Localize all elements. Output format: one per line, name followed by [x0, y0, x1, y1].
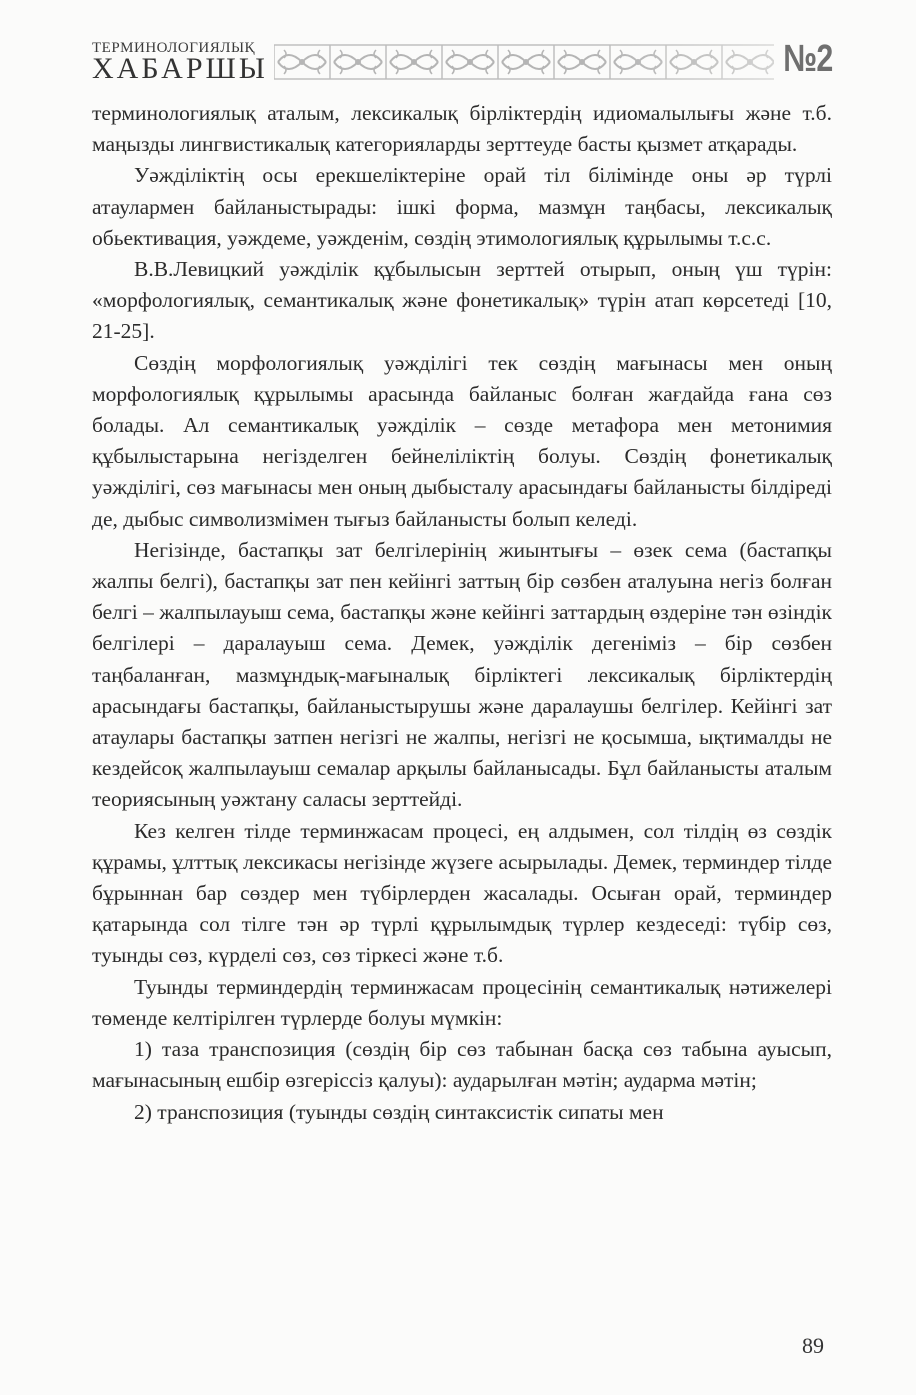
paragraph: Кез келген тілде терминжасам процесі, ең алдымен, сол тілдің өз сөздік құрамы, ұлттық лексикасы негізінде жүзеге асырылады. Демек, терминдер тілде бұрыннан бар сөздер мен түбірлерден жасалады. Осыған орай, терминдер қатарында сол тілге тән әр түрлі құрылымдық түрлер кездеседі: түбір сөз, туынды сөз, күрделі сөз, сөз тіркесі және т.б.	[92, 818, 832, 968]
running-header	[92, 34, 832, 92]
paragraph: Негізінде, бастапқы зат белгілерінің жиынтығы – өзек сема (бастапқы жалпы белгі), бастапқы зат пен кейінгі заттың бір сөзбен аталуына негіз болған белгі – жалпылауыш сема, бастапқы және кейінгі заттардың өздеріне тән өзіндік белгілері – даралауыш сема. Демек, уәжділік дегеніміз – бір сөзбен таңбаланған, мазмұндық-мағыналық бірліктегі лексикалық бірліктердің арасындағы бастапқы, байланыстырушы және даралаушы белгілер. Кейінгі зат атаулары бастапқы затпен негізгі не жалпы, негізгі не қосымша, ықтималды не кездейсоқ жалпылауыш семалар арқылы байланысады. Бұл байланысты аталым теориясының уәжтану саласы зерттейді.	[92, 537, 832, 812]
paragraph: В.В.Левицкий уәжділік құбылысын зерттей отырып, оның үш түрін: «морфологиялық, семантикалық және фонетикалық» түрін атап көрсетеді [10, 21-25].	[92, 257, 832, 344]
paragraph: Туынды терминдердің терминжасам процесінің семантикалық нәтижелері төменде келтірілген түрлерде болуы мүмкін:	[92, 974, 832, 1030]
ornament-band	[274, 44, 774, 80]
journal-name-top: ТЕРМИНОЛОГИЯЛЫҚ	[92, 40, 256, 56]
paragraph: Уәжділіктің осы ерекшеліктеріне орай тіл білімінде оны әр түрлі атаулармен байланыстырады: ішкі форма, мазмұн таңбасы, лексикалық обьективация, уәждеме, уәжденім, сөздің этимологиялық құрылымы т.с.с.	[92, 163, 832, 250]
paragraph: терминологиялық аталым, лексикалық бірліктердің идиомалылығы және т.б. маңызды лингвистикалық категорияларды зерттеуде басты қызмет атқарады.	[92, 101, 832, 157]
issue-number: №2	[782, 38, 832, 80]
paragraph: Сөздің морфологиялық уәжділігі тек сөздің мағынасы мен оның морфологиялық құрылымы арасында байланыс болған жағдайда ғана сөз болады. Ал семантикалық уәжділік – сөзде метафора мен метонимия құбылыстарына негізделген бейнеліліктің болуы. Сөздің фонетикалық уәжділігі, сөз мағынасы мен оның дыбысталу арасындағы байланысты білдіреді де, дыбыс символизмімен тығыз байланысты болып келеді.	[92, 350, 832, 531]
list-item: 1) таза транспозиция (сөздің бір сөз табынан басқа сөз табына ауысып, мағынасының ешбір өзгеріссіз қалуы): аударылған мәтін; аударма мәтін;	[92, 1037, 832, 1093]
journal-name-main: ХАБАРШЫ	[92, 52, 268, 85]
page-number: 89	[802, 1333, 824, 1358]
list-item: 2) транспозиция (туынды сөздің синтаксистік сипаты мен	[134, 1099, 664, 1124]
article-body	[92, 98, 832, 1128]
